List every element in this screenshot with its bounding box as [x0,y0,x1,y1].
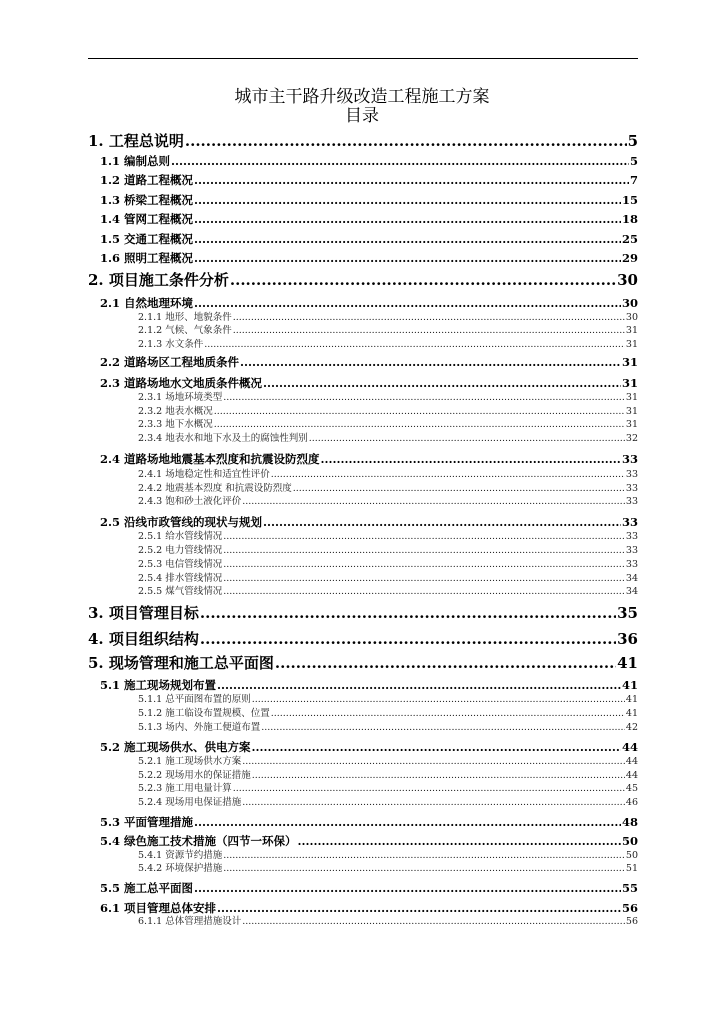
toc-entry-title: 2. 项目施工条件分析 [88,271,229,289]
toc-leader-dots [223,849,625,862]
toc-leader-dots [309,432,625,445]
toc-entry[interactable] [138,432,638,445]
toc-leader-dots [223,530,625,543]
toc-entry-title: 5.1.3 场内、外施工便道布置 [138,722,261,733]
toc-leader-dots [200,630,616,649]
toc-page-number: 56 [625,916,638,927]
toc-entry[interactable] [100,375,638,391]
toc-page-number: 30 [621,296,638,310]
toc-entry-title: 1.3 桥梁工程概况 [100,193,194,207]
toc-entry-title: 2.5.3 电信管线情况 [138,559,223,570]
toc-entry[interactable] [138,468,638,481]
toc-entry[interactable] [100,900,638,916]
toc-entry[interactable] [138,849,638,862]
toc-entry-title: 2.3.3 地下水概况 [138,419,213,430]
toc-entry[interactable] [88,654,638,673]
toc-leader-dots [240,354,621,370]
toc-entry[interactable] [138,796,638,809]
toc-entry[interactable] [100,231,638,247]
toc-entry[interactable] [138,707,638,720]
toc-page-number: 31 [625,392,638,403]
toc-entry[interactable] [138,755,638,768]
toc-entry-title: 2.3.2 地表水概况 [138,406,213,417]
toc-entry[interactable] [100,880,638,896]
toc-entry[interactable] [88,271,638,290]
toc-entry[interactable] [138,782,638,795]
toc-entry-title: 5.2 施工现场供水、供电方案 [100,740,251,754]
toc-leader-dots [223,572,625,585]
toc-entry-title: 5.1 施工现场规划布置 [100,678,217,692]
toc-entry-title: 2.1.3 水文条件 [138,339,204,350]
toc-leader-dots [271,707,625,720]
toc-entry-title: 1.6 照明工程概况 [100,251,194,265]
toc-entry-title: 2.5 沿线市政管线的现状与规划 [100,515,263,529]
toc-entry[interactable] [88,132,638,151]
toc-entry-title: 2.5.5 煤气管线情况 [138,586,223,597]
toc-leader-dots [223,544,625,557]
toc-leader-dots [200,604,616,623]
toc-page-number: 5 [627,132,638,150]
toc-page-number: 31 [621,376,638,390]
toc-leader-dots [293,482,625,495]
toc-leader-dots [214,405,625,418]
toc-entry-title: 5. 现场管理和施工总平面图 [88,654,274,672]
toc-entry[interactable] [100,295,638,311]
toc-page-number: 29 [621,251,638,265]
toc-leader-dots [223,558,625,571]
toc-entry-title: 2.4 道路场地地震基本烈度和抗震设防烈度 [100,452,320,466]
toc-entry[interactable] [100,192,638,208]
toc-entry[interactable] [138,721,638,734]
toc-entry[interactable] [100,514,638,530]
toc-page-number: 34 [625,573,638,584]
toc-page-number: 33 [625,531,638,542]
toc-leader-dots [252,739,621,755]
toc-leader-dots [261,721,625,734]
toc-leader-dots [223,391,625,404]
toc-heading: 目录 [345,106,379,126]
toc-entry-title: 1.4 管网工程概况 [100,212,194,226]
toc-leader-dots [217,677,621,693]
toc-page-number: 31 [625,325,638,336]
toc-page-number: 41 [617,654,638,672]
toc-leader-dots [321,451,621,467]
toc-entry[interactable] [138,915,638,928]
toc-page-number: 42 [625,722,638,733]
toc-entry[interactable] [88,604,638,623]
toc-entry-title: 4. 项目组织结构 [88,630,199,648]
toc-leader-dots [194,231,621,247]
toc-entry[interactable] [100,153,638,169]
toc-entry[interactable] [100,354,638,370]
toc-entry-title: 5.1.2 施工临设布置规模、位置 [138,708,270,719]
toc-leader-dots [233,311,625,324]
toc-entry[interactable] [100,833,638,849]
toc-leader-dots [275,654,616,673]
toc-entry-title: 5.1.1 总平面图布置的原则 [138,694,251,705]
toc-entry-title: 5.2.4 现场用电保证措施 [138,797,242,808]
toc-entry[interactable] [138,693,638,706]
toc-page-number: 25 [621,232,638,246]
toc-page-number: 33 [621,452,638,466]
toc-page-number: 56 [621,901,638,915]
toc-leader-dots [242,796,625,809]
toc-entry[interactable] [88,630,638,649]
toc-entry-title: 2.3.1 场地环境类型 [138,392,223,403]
toc-page-number: 51 [625,863,638,874]
toc-page-number: 31 [625,419,638,430]
toc-page-number: 46 [625,797,638,808]
toc-leader-dots [298,833,621,849]
toc-leader-dots [194,211,621,227]
toc-entry-title: 5.2.1 施工现场供水方案 [138,756,242,767]
toc-entry-title: 2.5.4 排水管线情况 [138,573,223,584]
toc-entry-title: 5.4.1 资源节约措施 [138,850,223,861]
toc-entry[interactable] [138,572,638,585]
toc-leader-dots [194,814,621,830]
toc-entry-title: 2.3 道路场地水文地质条件概况 [100,376,263,390]
toc-entry-title: 2.3.4 地表水和地下水及土的腐蚀性判别 [138,433,308,444]
toc-page-number: 7 [629,173,638,187]
toc-leader-dots [217,900,621,916]
toc-entry-title: 2.4.1 场地稳定性和适宜性评价 [138,469,270,480]
toc-page-number: 33 [625,496,638,507]
toc-entry[interactable] [138,418,638,431]
toc-entry[interactable] [138,585,638,598]
toc-leader-dots [223,862,625,875]
toc-leader-dots [171,153,629,169]
toc-entry-title: 6.1 项目管理总体安排 [100,901,217,915]
toc-entry[interactable] [138,530,638,543]
toc-leader-dots [233,324,625,337]
toc-entry[interactable] [138,405,638,418]
toc-page-number: 31 [621,355,638,369]
toc-leader-dots [214,418,625,431]
toc-page-number: 31 [625,339,638,350]
toc-entry[interactable] [138,558,638,571]
toc-page-number: 33 [625,469,638,480]
toc-leader-dots [271,468,625,481]
toc-entry-title: 2.1.1 地形、地貌条件 [138,312,232,323]
toc-leader-dots [185,132,627,151]
toc-page-number: 50 [625,850,638,861]
toc-page-number: 30 [617,271,638,289]
toc-leader-dots [242,755,625,768]
toc-entry[interactable] [100,739,638,755]
document-title: 城市主干路升级改造工程施工方案 [234,87,490,107]
toc-entry-title: 1.2 道路工程概况 [100,173,194,187]
toc-entry-title: 2.5.1 给水管线情况 [138,531,223,542]
toc-entry-title: 5.4.2 环境保护措施 [138,863,223,874]
toc-page-number: 30 [625,312,638,323]
toc-page-number: 41 [625,708,638,719]
toc-page-number: 44 [625,770,638,781]
toc-page-number: 15 [621,193,638,207]
toc-entry[interactable] [138,391,638,404]
toc-page-number: 55 [621,881,638,895]
toc-entry[interactable] [138,482,638,495]
toc-leader-dots [242,495,625,508]
toc-entry-title: 2.4.3 饱和砂土液化评价 [138,496,242,507]
toc-entry-title: 5.4 绿色施工技术措施（四节一环保） [100,834,297,848]
toc-entry[interactable] [100,211,638,227]
toc-entry-title: 2.1 自然地理环境 [100,296,194,310]
toc-page-number: 45 [625,783,638,794]
toc-leader-dots [223,585,625,598]
toc-leader-dots [194,172,629,188]
toc-entry[interactable] [100,250,638,266]
toc-entry-title: 2.5.2 电力管线情况 [138,545,223,556]
toc-page-number: 35 [617,604,638,622]
toc-entry-title: 1.1 编制总则 [100,154,171,168]
toc-entry-title: 3. 项目管理目标 [88,604,199,622]
toc-entry[interactable] [138,544,638,557]
toc-page-number: 41 [625,694,638,705]
toc-leader-dots [194,880,621,896]
toc-leader-dots [263,375,621,391]
toc-leader-dots [263,514,621,530]
toc-leader-dots [204,338,625,351]
toc-leader-dots [194,192,621,208]
toc-entry[interactable] [100,677,638,693]
toc-page-number: 41 [621,678,638,692]
toc-page-number: 32 [625,433,638,444]
toc-page-number: 33 [625,483,638,494]
toc-entry-title: 5.3 平面管理措施 [100,815,194,829]
toc-leader-dots [194,250,621,266]
toc-page-number: 33 [625,559,638,570]
toc-entry-title: 5.2.2 现场用水的保证措施 [138,770,251,781]
toc-page-number: 18 [621,212,638,226]
toc-page-number: 31 [625,406,638,417]
toc-page-number: 48 [621,815,638,829]
toc-page-number: 5 [629,154,638,168]
toc-entry[interactable] [138,495,638,508]
toc-entry-title: 1.5 交通工程概况 [100,232,194,246]
toc-entry-title: 5.2.3 施工用电量计算 [138,783,232,794]
toc-entry-title: 5.5 施工总平面图 [100,881,194,895]
toc-entry[interactable] [100,814,638,830]
toc-leader-dots [233,782,625,795]
toc-page-number: 50 [621,834,638,848]
toc-entry-title: 2.2 道路场区工程地质条件 [100,355,240,369]
toc-entry[interactable] [138,769,638,782]
toc-page-number: 33 [625,545,638,556]
toc-entry-title: 6.1.1 总体管理措施设计 [138,916,242,927]
toc-leader-dots [242,915,625,928]
toc-entry[interactable] [100,451,638,467]
toc-page-number: 44 [621,740,638,754]
toc-entry[interactable] [138,338,638,351]
toc-leader-dots [252,769,625,782]
toc-page-number: 33 [621,515,638,529]
toc-page-number: 36 [617,630,638,648]
toc-entry[interactable] [138,311,638,324]
toc-entry-title: 2.1.2 气候、气象条件 [138,325,232,336]
toc-page-number: 44 [625,756,638,767]
toc-leader-dots [252,693,625,706]
toc-entry[interactable] [138,324,638,337]
toc-leader-dots [230,271,616,290]
toc-entry[interactable] [100,172,638,188]
toc-leader-dots [194,295,621,311]
toc-page-number: 34 [625,586,638,597]
toc-entry-title: 1. 工程总说明 [88,132,184,150]
toc-entry[interactable] [138,862,638,875]
toc-entry-title: 2.4.2 地震基本烈度 和抗震设防烈度 [138,483,292,494]
